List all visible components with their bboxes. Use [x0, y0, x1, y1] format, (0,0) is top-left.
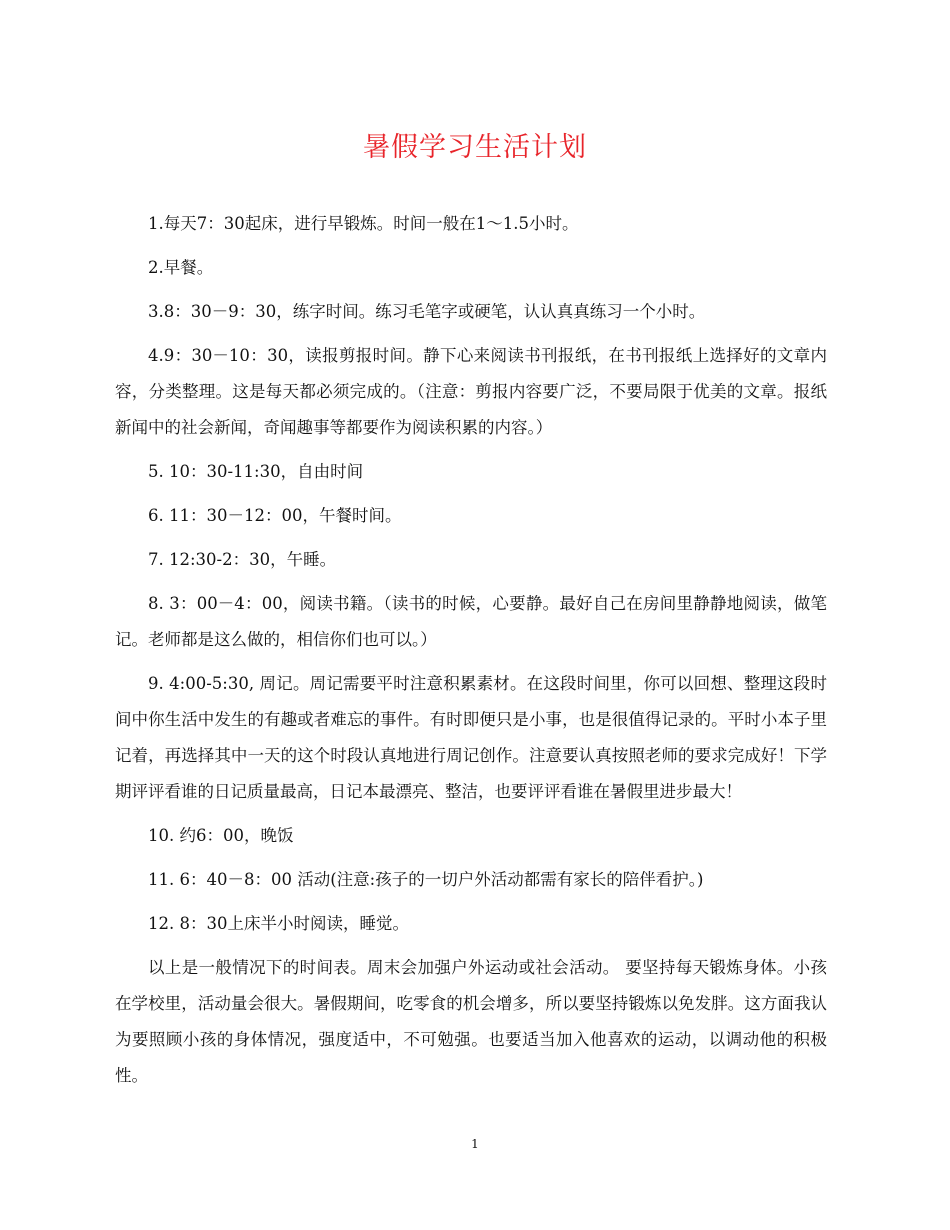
- paragraph-item-5: 5. 10：30-11:30，自由时间: [148, 462, 364, 481]
- paragraph-item-4: 4.9：30－10：30，读报剪报时间。静下心来阅读书刊报纸，在书刊报纸上选择好的文章内容，分类整理。这是每天都必须完成的。（注意：剪报内容要广泛，不要局限于优美的文章。报纸新闻中的社会新闻，奇闻趣事等都要作为阅读积累的内容。）: [115, 346, 827, 437]
- paragraph-item-1: 1.每天7：30起床，进行早锻炼。时间一般在1～1.5小时。: [148, 214, 579, 233]
- paragraph-item-10: 10. 约6：00，晚饭: [148, 826, 294, 845]
- document-body: [115, 206, 827, 1102]
- paragraph-item-9: 9. 4:00-5:30, 周记。周记需要平时注意积累素材。在这段时间里，你可以回想、整理这段时间中你生活中发生的有趣或者难忘的事件。有时即便只是小事，也是很值得记录的。平时小本子里记着，再选择其中一天的这个时段认真地进行周记创作。注意要认真按照老师的要求完成好！下学期评评看谁的日记质量最高，日记本最漂亮、整洁，也要评评看谁在暑假里进步最大！: [115, 674, 827, 801]
- paragraph-item-2: 2.早餐。: [148, 258, 214, 277]
- paragraph-item-7: 7. 12:30-2：30，午睡。: [148, 550, 337, 569]
- paragraph-item-11: 11. 6：40－8：00 活动(注意:孩子的一切户外活动都需有家长的陪伴看护。): [148, 870, 704, 889]
- page-number: 1: [471, 1137, 479, 1151]
- paragraph-item-6: 6. 11：30－12：00，午餐时间。: [148, 506, 402, 525]
- paragraph-item-12: 12. 8：30上床半小时阅读，睡觉。: [148, 914, 409, 933]
- paragraph-item-8: 8. 3：00－4：00，阅读书籍。（读书的时候，心要静。最好自己在房间里静静地阅读，做笔记。老师都是这么做的，相信你们也可以。）: [115, 594, 827, 649]
- document-title: 暑假学习生活计划: [363, 132, 587, 163]
- closing-paragraph: 以上是一般情况下的时间表。周末会加强户外运动或社会活动。 要坚持每天锻炼身体。小孩在学校里，活动量会很大。暑假期间，吃零食的机会增多，所以要坚持锻炼以免发胖。这方面我认为要照顾小孩的身体情况，强度适中，不可勉强。也要适当加入他喜欢的运动，以调动他的积极性。: [115, 958, 827, 1085]
- paragraph-item-3: 3.8：30－9：30，练字时间。练习毛笔字或硬笔，认认真真练习一个小时。: [148, 302, 706, 321]
